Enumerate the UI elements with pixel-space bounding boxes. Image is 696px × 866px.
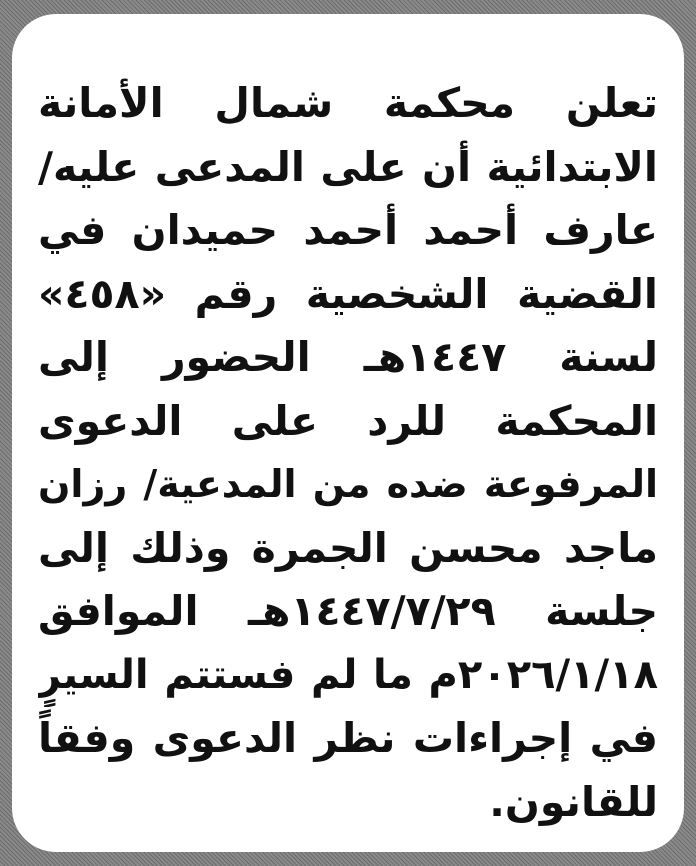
notice-line: ماجد محسن الجمرة وذلك إلى xyxy=(38,523,658,572)
notice-line: القضية الشخصية رقم «٤٥٨» xyxy=(38,269,658,318)
notice-card xyxy=(12,14,684,852)
notice-line: الابتدائية أن على المدعى عليه/ xyxy=(38,142,658,191)
notice-line: عارف أحمد أحمد حميدان في xyxy=(38,206,658,254)
notice-line-last: للقانون. xyxy=(489,777,658,826)
notice-line: ٢٠٢٦/١/١٨م ما لم فستتم السيرٍ xyxy=(38,651,658,698)
notice-line: المحكمة للرد على الدعوى xyxy=(38,396,658,445)
court-notice-text xyxy=(38,72,658,834)
notice-line: في إجراءات نظر الدعوى وفقاً xyxy=(38,714,658,762)
notice-line: جلسة ١٤٤٧/٧/٢٩هـ الموافق xyxy=(38,587,658,635)
notice-line: تعلن محكمة شمال الأمانة xyxy=(38,79,658,127)
notice-line: لسنة ١٤٤٧هـ الحضور إلى xyxy=(38,333,658,381)
notice-line: المرفوعة ضده من المدعية/ رزان xyxy=(38,462,658,506)
